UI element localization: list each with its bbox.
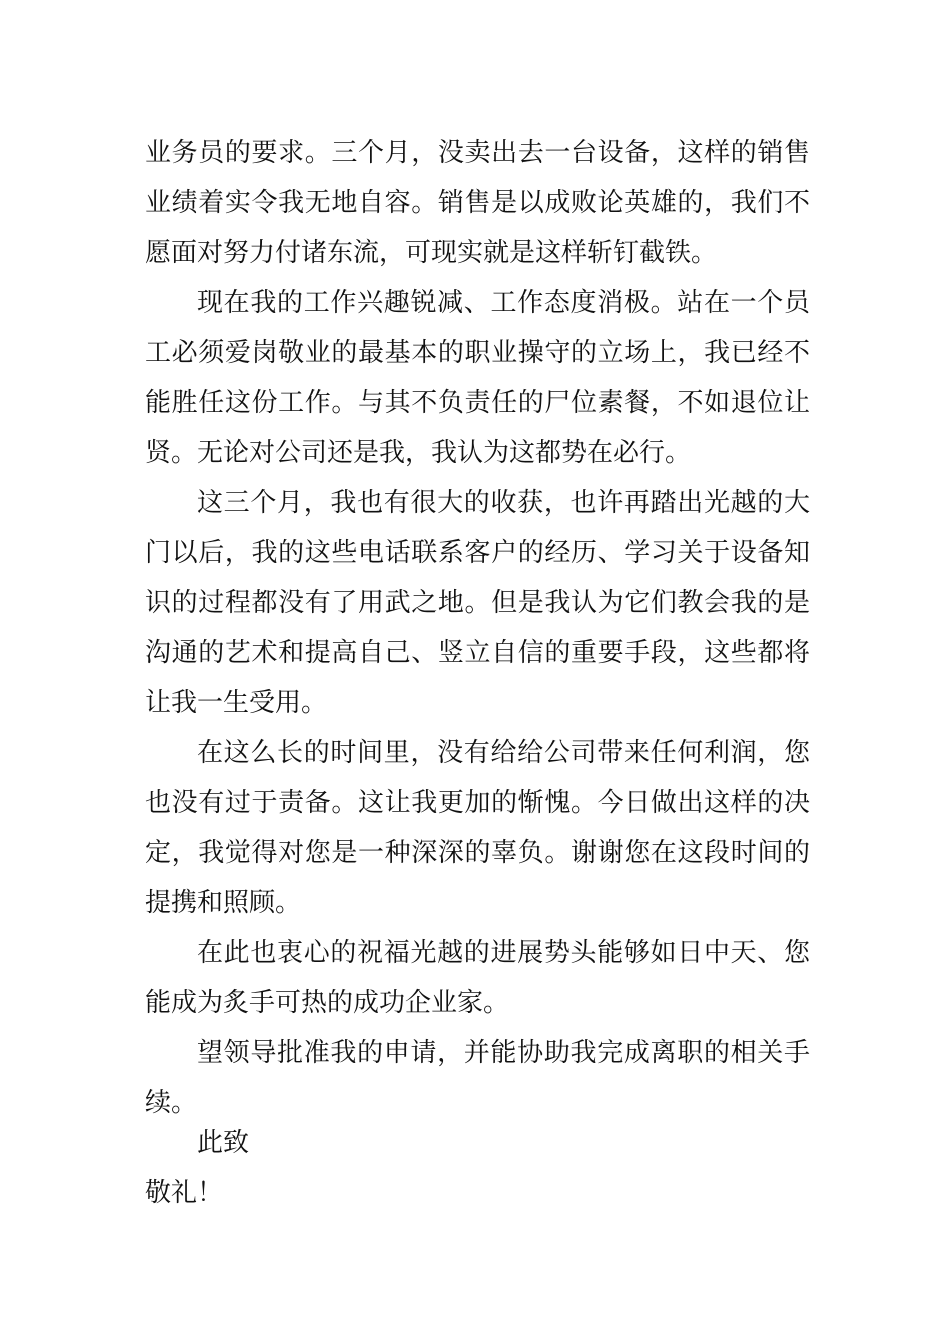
salutation-line: 敬礼！ bbox=[145, 1178, 224, 1208]
text-line: 能胜任这份工作。与其不负责任的尸位素餐，不如退位让 bbox=[145, 388, 810, 418]
text-line: 愿面对努力付诸东流，可现实就是这样斩钉截铁。 bbox=[145, 238, 718, 268]
text-line: 能成为炙手可热的成功企业家。 bbox=[145, 988, 510, 1018]
text-line: 让我一生受用。 bbox=[145, 688, 328, 718]
text-line: 沟通的艺术和提高自己、竖立自信的重要手段，这些都将 bbox=[145, 638, 810, 668]
text-line: 也没有过于责备。这让我更加的惭愧。今日做出这样的决 bbox=[145, 788, 810, 818]
text-line: 望领导批准我的申请，并能协助我完成离职的相关手 bbox=[197, 1038, 810, 1068]
closing-line: 此致 bbox=[197, 1128, 250, 1158]
text-line: 在这么长的时间里，没有给给公司带来任何利润，您 bbox=[197, 738, 810, 768]
text-line: 定，我觉得对您是一种深深的辜负。谢谢您在这段时间的 bbox=[145, 838, 810, 868]
text-line: 业绩着实令我无地自容。销售是以成败论英雄的，我们不 bbox=[145, 188, 810, 218]
text-line: 提携和照顾。 bbox=[145, 888, 302, 918]
text-line: 这三个月，我也有很大的收获，也许再踏出光越的大 bbox=[197, 488, 810, 518]
text-line: 门以后，我的这些电话联系客户的经历、学习关于设备知 bbox=[145, 538, 810, 568]
text-line: 现在我的工作兴趣锐减、工作态度消极。站在一个员 bbox=[197, 288, 810, 318]
text-line: 在此也衷心的祝福光越的进展势头能够如日中天、您 bbox=[197, 938, 810, 968]
text-line: 续。 bbox=[145, 1088, 198, 1118]
text-line: 识的过程都没有了用武之地。但是我认为它们教会我的是 bbox=[145, 588, 810, 618]
text-line: 业务员的要求。三个月，没卖出去一台设备，这样的销售 bbox=[145, 138, 810, 168]
text-line: 工必须爱岗敬业的最基本的职业操守的立场上，我已经不 bbox=[145, 338, 810, 368]
text-line: 贤。无论对公司还是我，我认为这都势在必行。 bbox=[145, 438, 692, 468]
